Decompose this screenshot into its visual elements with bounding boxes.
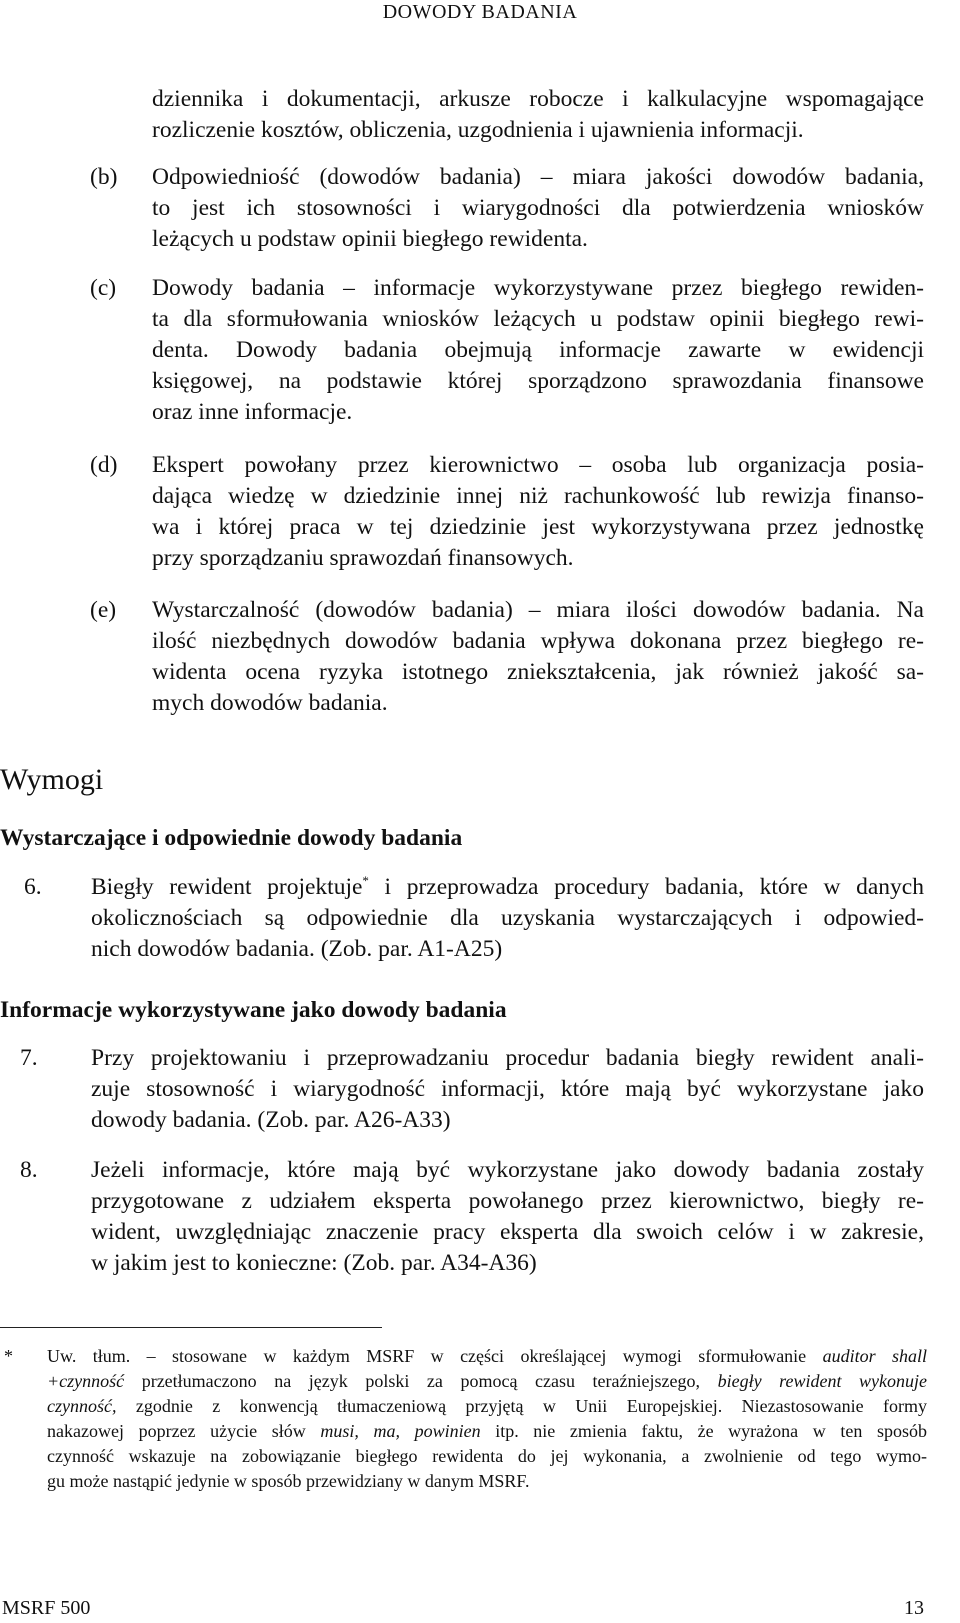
footnote-divider bbox=[0, 1327, 382, 1328]
definition-e bbox=[152, 595, 924, 719]
paragraph-number: 7. bbox=[20, 1045, 38, 1071]
definition-c bbox=[152, 273, 924, 428]
paragraph-7 bbox=[91, 1043, 924, 1136]
text-line: przy sporządzaniu sprawozdań finansowych. bbox=[152, 545, 574, 571]
definition-a-continuation bbox=[152, 84, 924, 146]
footer-document-id: MSRF 500 bbox=[2, 1597, 91, 1619]
text-fragment: przetłumaczono na język polski za pomocą czasu teraźniejszego, bbox=[124, 1371, 718, 1391]
text-line: nich dowodów badania. (Zob. par. A1-A25) bbox=[91, 936, 503, 962]
text-line: Dowody badania – informacje wykorzystywane przez biegłego rewiden- bbox=[152, 275, 924, 301]
text-line: rozliczenie kosztów, obliczenia, uzgodnienia i ujawnienia informacji. bbox=[152, 117, 804, 143]
text-line bbox=[47, 1344, 927, 1369]
text-line bbox=[47, 1419, 927, 1444]
definition-label-d: (d) bbox=[90, 452, 118, 478]
text-line: Wystarczalność (dowodów badania) – miara ilości dowodów badania. Na bbox=[152, 597, 924, 623]
text-fragment: i przeprowadza procedury badania, które w danych bbox=[368, 874, 924, 900]
text-line: oraz inne informacje. bbox=[152, 399, 353, 425]
paragraph-8 bbox=[91, 1155, 924, 1279]
text-line: księgowej, na podstawie której sporządzono sprawozdania finansowe bbox=[152, 368, 924, 394]
definition-label-b: (b) bbox=[90, 164, 118, 190]
section-heading-wymogi: Wymogi bbox=[0, 763, 104, 796]
text-line: okolicznościach są odpowiednie dla uzyskania wystarczających i odpowied- bbox=[91, 905, 924, 931]
footnote-ref[interactable]: * bbox=[362, 873, 369, 889]
text-line: czynność wskazuje na zobowiązanie biegłego rewidenta do jej wykonania, a zwolnienie od tego wymo- bbox=[47, 1446, 927, 1466]
italic-fragment: musi, ma, powinien bbox=[320, 1421, 481, 1441]
text-line: dająca wiedzę w dziedzinie innej niż rachunkowość lub rewizja finanso- bbox=[152, 483, 924, 509]
text-line: mych dowodów badania. bbox=[152, 690, 388, 716]
text-fragment: zgodnie z konwencją tłumaczeniową przyjętą w Unii Europejskiej. Niezastosowanie formy bbox=[116, 1396, 927, 1416]
text-line: w jakim jest to konieczne: (Zob. par. A34-A36) bbox=[91, 1250, 537, 1276]
text-line bbox=[47, 1394, 927, 1419]
text-line: denta. Dowody badania obejmują informacje zawarte w ewidencji bbox=[152, 337, 924, 363]
text-fragment: Uw. tłum. – stosowane w każdym MSRF w części określającej wymogi sformułowanie bbox=[47, 1346, 823, 1366]
subsection-heading: Wystarczające i odpowiednie dowody badania bbox=[0, 825, 463, 851]
text-line: Przy projektowaniu i przeprowadzaniu procedur badania biegły rewident anali- bbox=[91, 1045, 924, 1071]
text-fragment: itp. nie zmienia faktu, że wyrażona w ten sposób bbox=[480, 1421, 927, 1441]
text-line: przygotowane z udziałem eksperta powołanego przez kierownictwo, biegły re- bbox=[91, 1188, 924, 1214]
text-line: ilość niezbędnych dowodów badania wpływa dokonana przez biegłego re- bbox=[152, 628, 924, 654]
footnote-text bbox=[47, 1344, 927, 1494]
page-number: 13 bbox=[904, 1597, 924, 1619]
definition-b bbox=[152, 162, 924, 255]
paragraph-6 bbox=[91, 872, 924, 965]
definition-label-c: (c) bbox=[90, 275, 117, 301]
paragraph-number: 6. bbox=[24, 874, 42, 900]
running-header: DOWODY BADANIA bbox=[382, 1, 578, 23]
text-line bbox=[47, 1369, 927, 1394]
text-line bbox=[91, 872, 924, 903]
text-fragment: nakazowej poprzez użycie słów bbox=[47, 1421, 321, 1441]
italic-fragment: +czynność bbox=[47, 1371, 125, 1391]
text-line: dziennika i dokumentacji, arkusze robocze i kalkulacyjne wspomagające bbox=[152, 86, 924, 112]
footnote-marker: * bbox=[4, 1346, 13, 1366]
text-line: gu może nastąpić jedynie w sposób przewidziany w danym MSRF. bbox=[47, 1471, 530, 1491]
text-line: ta dla sformułowania wniosków leżących u podstaw opinii biegłego rewi- bbox=[152, 306, 924, 332]
text-line: wident, uwzględniając znaczenie pracy eksperta dla swoich celów i w zakresie, bbox=[91, 1219, 924, 1245]
text-line: Jeżeli informacje, które mają być wykorzystane jako dowody badania zostały bbox=[91, 1157, 924, 1183]
text-line: Ekspert powołany przez kierownictwo – osoba lub organizacja posia- bbox=[152, 452, 924, 478]
definition-d bbox=[152, 450, 924, 574]
text-line: Odpowiedniość (dowodów badania) – miara jakości dowodów badania, bbox=[152, 164, 924, 190]
subsection-heading: Informacje wykorzystywane jako dowody badania bbox=[0, 997, 507, 1023]
italic-fragment: czynność, bbox=[47, 1396, 117, 1416]
text-line: widenta ocena ryzyka istotnego zniekształcenia, jak również jakość sa- bbox=[152, 659, 924, 685]
text-line: dowody badania. (Zob. par. A26-A33) bbox=[91, 1107, 451, 1133]
italic-fragment: auditor shall bbox=[822, 1346, 927, 1366]
text-line: to jest ich stosowności i wiarygodności dla potwierdzenia wniosków bbox=[152, 195, 924, 221]
text-line: leżących u podstaw opinii biegłego rewidenta. bbox=[152, 226, 588, 252]
definition-label-e: (e) bbox=[90, 597, 117, 623]
italic-fragment: biegły rewident wykonuje bbox=[717, 1371, 928, 1391]
text-line: wa i której praca w tej dziedzinie jest wykorzystywana przez jednostkę bbox=[152, 514, 924, 540]
text-line: zuje stosowność i wiarygodność informacji, które mają być wykorzystane jako bbox=[91, 1076, 924, 1102]
text-fragment: Biegły rewident projektuje bbox=[91, 874, 363, 900]
paragraph-number: 8. bbox=[20, 1157, 38, 1183]
